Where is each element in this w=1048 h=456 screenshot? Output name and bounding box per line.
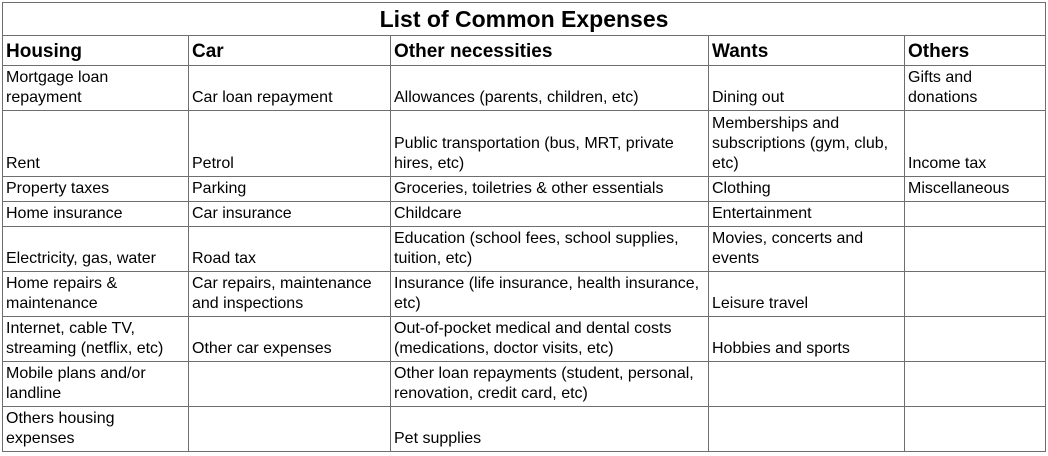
table-cell: Car repairs, maintenance and inspections [189, 272, 391, 317]
table-row [3, 66, 1046, 111]
table-cell: Home repairs & maintenance [3, 272, 189, 317]
expenses-table [2, 2, 1046, 452]
table-cell: Childcare [391, 202, 709, 227]
table-cell: Hobbies and sports [709, 317, 905, 362]
table-cell: Other car expenses [189, 317, 391, 362]
table-cell: Public transportation (bus, MRT, private hires, etc) [391, 111, 709, 177]
table-row [3, 227, 1046, 272]
column-header-other-necessities: Other necessities [391, 36, 709, 66]
table-cell: Electricity, gas, water [3, 227, 189, 272]
table-row [3, 272, 1046, 317]
table-cell [905, 362, 1046, 407]
table-cell: Petrol [189, 111, 391, 177]
column-header-car: Car [189, 36, 391, 66]
table-cell [905, 202, 1046, 227]
table-cell: Dining out [709, 66, 905, 111]
table-cell: Car insurance [189, 202, 391, 227]
table-cell: Road tax [189, 227, 391, 272]
table-cell [905, 407, 1046, 452]
table-cell: Entertainment [709, 202, 905, 227]
table-cell [905, 272, 1046, 317]
table-cell: Allowances (parents, children, etc) [391, 66, 709, 111]
table-cell [709, 362, 905, 407]
table-row [3, 177, 1046, 202]
table-row [3, 362, 1046, 407]
table-cell: Education (school fees, school supplies, tuition, etc) [391, 227, 709, 272]
table-cell: Clothing [709, 177, 905, 202]
table-cell: Internet, cable TV, streaming (netflix, etc) [3, 317, 189, 362]
table-cell [905, 227, 1046, 272]
table-row [3, 317, 1046, 362]
table-cell: Insurance (life insurance, health insurance, etc) [391, 272, 709, 317]
table-row [3, 407, 1046, 452]
table-cell: Others housing expenses [3, 407, 189, 452]
table-cell [905, 317, 1046, 362]
table-cell: Other loan repayments (student, personal, renovation, credit card, etc) [391, 362, 709, 407]
table-cell: Mortgage loan repayment [3, 66, 189, 111]
table-cell: Leisure travel [709, 272, 905, 317]
column-header-wants: Wants [709, 36, 905, 66]
table-cell: Mobile plans and/or landline [3, 362, 189, 407]
column-header-housing: Housing [3, 36, 189, 66]
table-cell: Rent [3, 111, 189, 177]
table-cell [709, 407, 905, 452]
table-cell: Home insurance [3, 202, 189, 227]
table-row [3, 202, 1046, 227]
column-header-others: Others [905, 36, 1046, 66]
table-cell: Car loan repayment [189, 66, 391, 111]
table-cell: Income tax [905, 111, 1046, 177]
table-title: List of Common Expenses [3, 3, 1046, 36]
table-row [3, 111, 1046, 177]
table-cell [189, 407, 391, 452]
table-cell: Pet supplies [391, 407, 709, 452]
table-cell: Gifts and donations [905, 66, 1046, 111]
table-cell: Movies, concerts and events [709, 227, 905, 272]
table-cell: Parking [189, 177, 391, 202]
table-cell: Property taxes [3, 177, 189, 202]
table-cell: Groceries, toiletries & other essentials [391, 177, 709, 202]
table-cell: Miscellaneous [905, 177, 1046, 202]
table-cell: Out-of-pocket medical and dental costs (medications, doctor visits, etc) [391, 317, 709, 362]
table-cell: Memberships and subscriptions (gym, club, etc) [709, 111, 905, 177]
table-cell [189, 362, 391, 407]
